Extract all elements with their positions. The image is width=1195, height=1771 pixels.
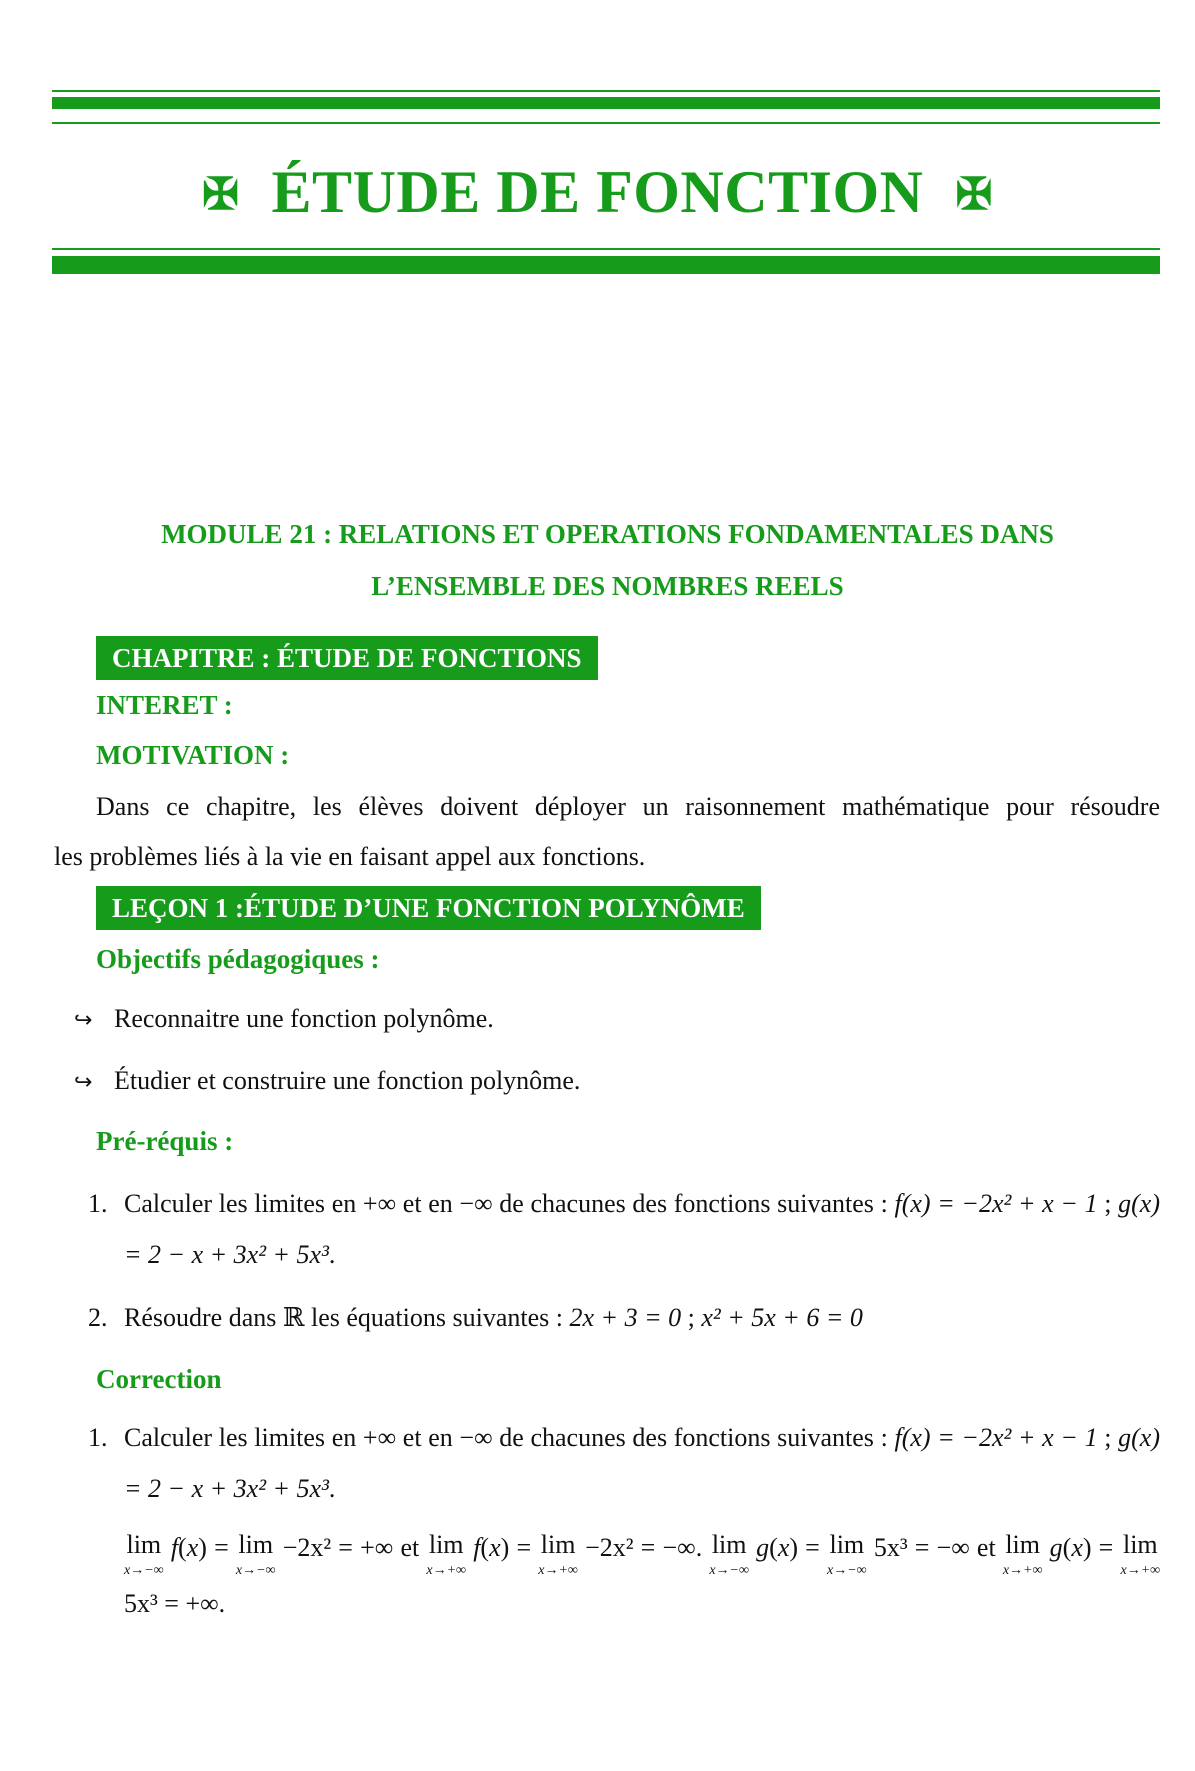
limit-result: −2x² = +∞	[282, 1533, 394, 1562]
chapter-banner: CHAPITRE : ÉTUDE DE FONCTIONS	[96, 636, 598, 680]
limit-operator: lim x→+∞	[1002, 1530, 1043, 1578]
top-thin-rule-1	[52, 90, 1160, 92]
math-f-expression: f(x) = −2x² + x − 1	[894, 1423, 1098, 1452]
bottom-thin-rule	[52, 248, 1160, 250]
limit-result: −2x² = −∞	[585, 1533, 696, 1562]
limit-operator: lim x→−∞	[124, 1530, 164, 1578]
motivation-paragraph-line-2: les problèmes liés à la vie en faisant appel aux fonctions.	[54, 842, 646, 871]
limits-line: lim x→−∞ f(x) = lim x→−∞ −2x² = +∞ et lim x→+∞ f(x) = lim x→+∞ −2x² = −∞. lim x→−∞ g(x) = lim x→−∞ 5x³ = −∞ et lim x→+∞ g(x) = lim x→+∞ 5x³ = +∞.	[124, 1530, 1161, 1618]
item-body: Résoudre dans ℝ les équations suivantes : 2x + 3 = 0 ; x² + 5x + 6 = 0	[124, 1303, 863, 1332]
objective-text: Reconnaitre une fonction polynôme.	[114, 1004, 494, 1033]
item-number: 2.	[88, 1303, 108, 1332]
objective-item	[74, 1004, 494, 1034]
prerequis-item-2	[88, 1292, 1160, 1343]
limit-result: 5x³ = −∞	[873, 1533, 970, 1562]
limit-operator: lim x→−∞	[827, 1530, 867, 1578]
page-title	[0, 158, 1195, 227]
top-thin-rule-2	[52, 122, 1160, 124]
item-number: 1.	[88, 1189, 108, 1218]
module-line-2: L’ENSEMBLE DES NOMBRES REELS	[371, 571, 844, 601]
item-body: Calculer les limites en +∞ et en −∞ de chacunes des fonctions suivantes : f(x) = −2x² + x − 1 ; g(x) = 2 − x + 3x² + 5x³.	[124, 1423, 1160, 1503]
item-body: Calculer les limites en +∞ et en −∞ de chacunes des fonctions suivantes : f(x) = −2x² + x − 1 ; g(x) = 2 − x + 3x² + 5x³.	[124, 1189, 1160, 1269]
math-g-expression: g(x) = 2 − x + 3x² + 5x³	[124, 1189, 1160, 1269]
objective-text: Étudier et construire une fonction polynôme.	[114, 1066, 581, 1095]
item-text: Calculer les limites en +∞ et en −∞ de chacunes des fonctions suivantes :	[124, 1189, 895, 1218]
motivation-heading: MOTIVATION :	[96, 740, 290, 770]
limit-operator: lim x→+∞	[538, 1530, 578, 1578]
equation-2: x² + 5x + 6 = 0	[701, 1303, 863, 1332]
item-text: Résoudre dans ℝ les équations suivantes :	[124, 1303, 570, 1332]
limit-operator: lim x→−∞	[709, 1530, 749, 1578]
interet-heading: INTERET :	[96, 690, 233, 720]
hook-arrow-icon: ↪	[74, 1070, 93, 1095]
item-text: Calculer les limites en +∞ et en −∞ de chacunes des fonctions suivantes :	[124, 1423, 895, 1452]
equation-1: 2x + 3 = 0	[569, 1303, 682, 1332]
top-thick-rule	[52, 97, 1160, 109]
prerequis-heading: Pré-réquis :	[96, 1126, 234, 1156]
limit-operator: lim x→+∞	[426, 1530, 467, 1578]
objective-item	[74, 1066, 580, 1096]
limit-result: 5x³ = +∞	[124, 1589, 219, 1618]
correction-heading: Correction	[96, 1364, 222, 1394]
module-heading	[60, 508, 1155, 612]
maltese-cross-icon: ✠	[202, 169, 240, 219]
item-number: 1.	[88, 1423, 108, 1452]
correction-item-1	[88, 1412, 1160, 1632]
maltese-cross-icon: ✠	[955, 169, 993, 219]
bottom-thick-rule	[52, 256, 1160, 274]
prerequis-item-1	[88, 1178, 1160, 1280]
math-g-expression: g(x) = 2 − x + 3x² + 5x³	[124, 1423, 1160, 1503]
title-text: ÉTUDE DE FONCTION	[271, 159, 924, 225]
motivation-paragraph-line-1: Dans ce chapitre, les élèves doivent déployer un raisonnement mathématique pour résoudre	[96, 792, 1160, 821]
limit-operator: lim x→−∞	[235, 1530, 276, 1578]
objectives-heading: Objectifs pédagogiques :	[96, 944, 380, 974]
lesson-banner: LEÇON 1 :ÉTUDE D’UNE FONCTION POLYNÔME	[96, 886, 761, 930]
limit-operator: lim x→+∞	[1120, 1530, 1161, 1578]
math-f-expression: f(x) = −2x² + x − 1	[894, 1189, 1098, 1218]
module-line-1: MODULE 21 : RELATIONS ET OPERATIONS FONDAMENTALES DANS	[161, 519, 1054, 549]
hook-arrow-icon: ↪	[74, 1008, 93, 1033]
